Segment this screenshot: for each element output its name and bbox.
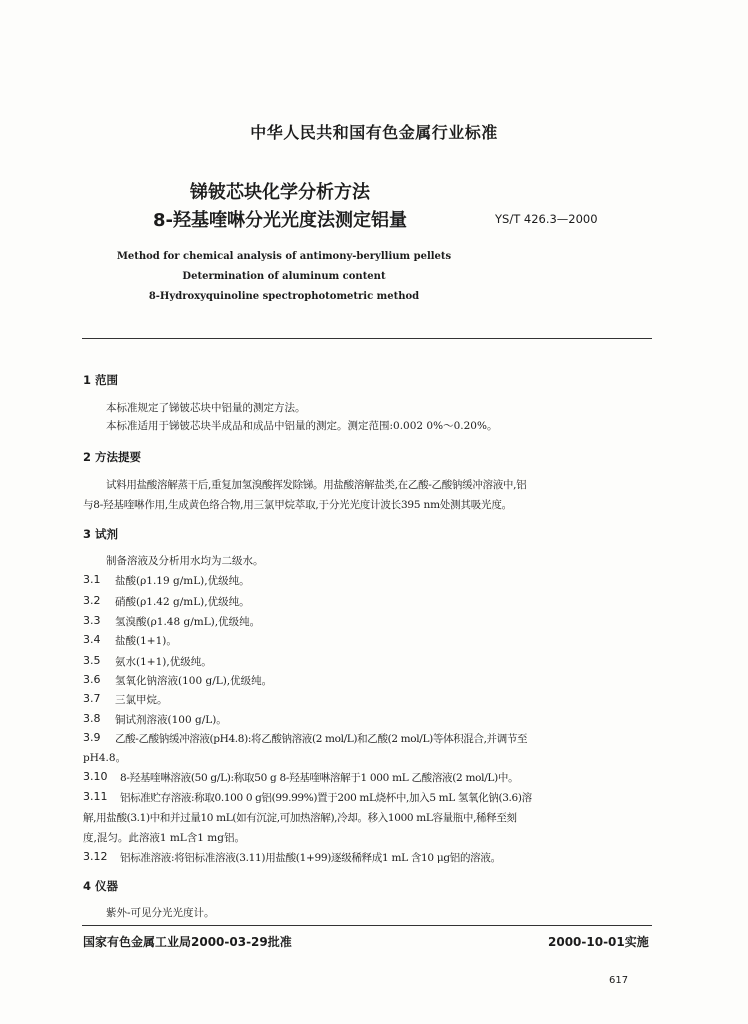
reagent-3-4-text: 盐酸(1+1)。 bbox=[115, 635, 177, 647]
section-2-line-1: 试料用盐酸溶解蒸干后,重复加氢溴酸挥发除锑。用盐酸溶解盐类,在乙酸-乙酸钠缓冲溶液中,铝 bbox=[106, 479, 527, 491]
reagent-3-8-text: 铜试剂溶液(100 g/L)。 bbox=[115, 714, 227, 726]
footer-divider bbox=[82, 925, 652, 926]
page-number: 617 bbox=[609, 975, 629, 986]
reagent-3-5-text: 氨水(1+1),优级纯。 bbox=[115, 656, 212, 668]
reagent-3-5-number: 3.5 bbox=[83, 654, 101, 667]
section-1-paragraph-1: 本标准规定了锑铍芯块中铝量的测定方法。 bbox=[106, 402, 306, 414]
standard-organization: 中华人民共和国有色金属行业标准 bbox=[250, 123, 498, 142]
title-chinese-line1: 锑铍芯块化学分析方法 bbox=[190, 182, 370, 203]
implementation-date: 2000-10-01实施 bbox=[548, 935, 649, 949]
reagent-3-6-number: 3.6 bbox=[83, 673, 101, 686]
reagent-3-11-line-3: 度,混匀。此溶液1 mL含1 mg铝。 bbox=[83, 832, 245, 844]
standard-code: YS/T 426.3—2000 bbox=[495, 212, 598, 226]
section-3-heading: 3 试剂 bbox=[83, 527, 119, 541]
reagent-3-9-number: 3.9 bbox=[83, 731, 101, 744]
reagent-3-11-number: 3.11 bbox=[83, 790, 108, 803]
reagent-3-4-number: 3.4 bbox=[83, 633, 101, 646]
reagent-3-6-text: 氢氧化钠溶液(100 g/L),优级纯。 bbox=[115, 675, 273, 687]
approval-notice: 国家有色金属工业局2000-03-29批准 bbox=[83, 935, 292, 949]
reagent-3-11-line-1: 铝标准贮存溶液:称取0.100 0 g铝(99.99%)置于200 mL烧杯中,加入5 mL 氢氧化钠(3.6)溶 bbox=[120, 792, 532, 804]
reagent-3-7-number: 3.7 bbox=[83, 692, 101, 705]
title-chinese-line2: 8-羟基喹啉分光光度法测定铝量 bbox=[153, 210, 407, 231]
title-english-line2: Determination of aluminum content bbox=[182, 271, 386, 282]
section-4-text: 紫外-可见分光光度计。 bbox=[106, 907, 215, 919]
reagent-3-12-number: 3.12 bbox=[83, 850, 108, 863]
reagent-3-2-number: 3.2 bbox=[83, 594, 101, 607]
reagent-3-1-number: 3.1 bbox=[83, 573, 101, 586]
title-english-line3: 8-Hydroxyquinoline spectrophotometric method bbox=[148, 291, 420, 302]
reagent-3-3-number: 3.3 bbox=[83, 614, 101, 627]
reagent-3-7-text: 三氯甲烷。 bbox=[115, 694, 168, 706]
reagent-3-8-number: 3.8 bbox=[83, 712, 101, 725]
section-2-line-2: 与8-羟基喹啉作用,生成黄色络合物,用三氯甲烷萃取,于分光光度计波长395 nm处测其吸光度。 bbox=[83, 499, 512, 511]
section-3-intro: 制备溶液及分析用水均为二级水。 bbox=[106, 555, 264, 567]
reagent-3-2-text: 硝酸(ρ1.42 g/mL),优级纯。 bbox=[115, 596, 250, 608]
section-1-paragraph-2: 本标准适用于锑铍芯块半成品和成品中铝量的测定。测定范围:0.002 0%～0.20%。 bbox=[106, 420, 498, 432]
section-2-heading: 2 方法提要 bbox=[83, 450, 142, 464]
reagent-3-11-line-2: 解,用盐酸(3.1)中和并过量10 mL(如有沉淀,可加热溶解),冷却。移入1000 mL容量瓶中,稀释至刻 bbox=[83, 812, 517, 824]
header-divider bbox=[82, 338, 652, 339]
reagent-3-9-line-1: 乙酸-乙酸钠缓冲溶液(pH4.8):将乙酸钠溶液(2 mol/L)和乙酸(2 mol/L)等体积混合,并调节至 bbox=[115, 733, 528, 745]
reagent-3-1-text: 盐酸(ρ1.19 g/mL),优级纯。 bbox=[115, 575, 250, 587]
title-english-line1: Method for chemical analysis of antimony-beryllium pellets bbox=[116, 251, 452, 262]
reagent-3-10-text: 8-羟基喹啉溶液(50 g/L):称取50 g 8-羟基喹啉溶解于1 000 mL 乙酸溶液(2 mol/L)中。 bbox=[120, 772, 519, 784]
section-4-heading: 4 仪器 bbox=[83, 879, 119, 893]
reagent-3-12-text: 铝标准溶液:将铝标准溶液(3.11)用盐酸(1+99)逐级稀释成1 mL 含10 μg铝的溶液。 bbox=[120, 852, 501, 864]
reagent-3-3-text: 氢溴酸(ρ1.48 g/mL),优级纯。 bbox=[115, 616, 261, 628]
section-1-heading: 1 范围 bbox=[83, 373, 119, 387]
reagent-3-9-line-2: pH4.8。 bbox=[83, 752, 127, 764]
reagent-3-10-number: 3.10 bbox=[83, 770, 108, 783]
